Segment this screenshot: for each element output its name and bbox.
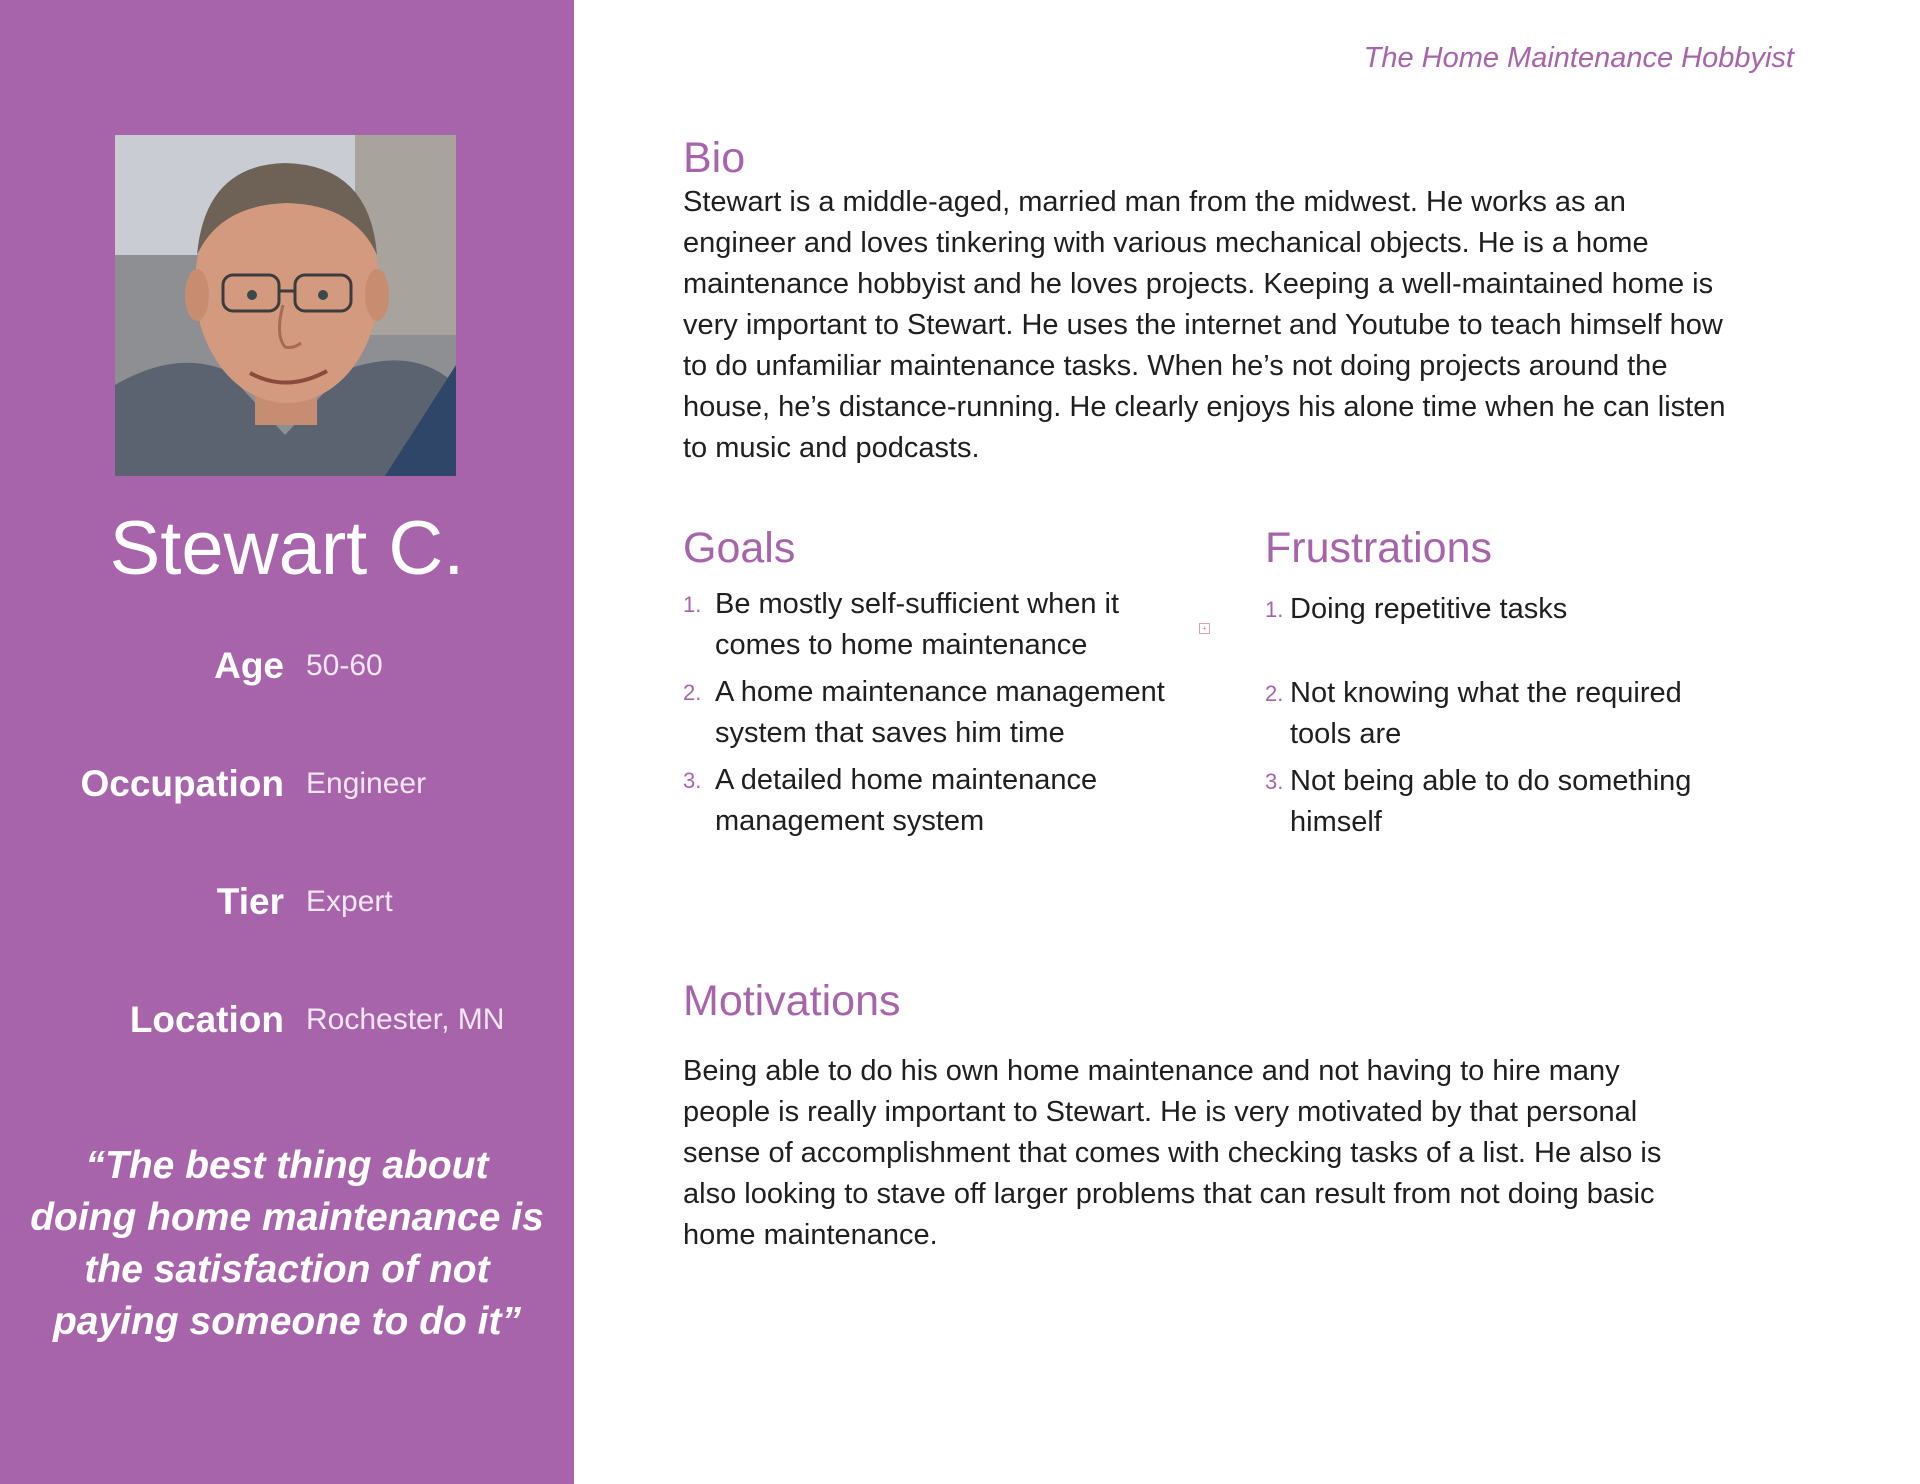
list-item [1265, 589, 1745, 673]
list-number: 1. [683, 592, 702, 617]
motivations-heading: Motivations [683, 977, 901, 1025]
attribute-tier [0, 881, 574, 941]
list-item [683, 760, 1203, 842]
list-number: 1. [1265, 597, 1284, 622]
attribute-occupation [0, 763, 574, 823]
list-item-text: Be mostly self-sufficient when it comes to home maintenance [715, 588, 1120, 661]
list-item-text: A home maintenance management system that saves him time [715, 676, 1165, 749]
persona-quote: “The best thing about doing home maintenance is the satisfaction of not paying someone to do it” [30, 1144, 544, 1343]
list-item-text: Not knowing what the required tools are [1290, 677, 1682, 750]
persona-name: Stewart C. [109, 506, 465, 591]
attribute-value: Expert [306, 885, 393, 918]
attribute-label: Occupation [80, 763, 284, 804]
list-item-text: Not being able to do something himself [1290, 765, 1692, 838]
list-number: 3. [1265, 769, 1284, 794]
goals-list [683, 584, 1203, 842]
frustrations-heading: Frustrations [1265, 524, 1493, 572]
bio-heading: Bio [683, 134, 746, 182]
attribute-label: Age [214, 645, 284, 686]
attribute-label: Tier [216, 881, 284, 922]
list-item [683, 584, 1203, 672]
frustrations-list [1265, 589, 1745, 843]
list-item-text: Doing repetitive tasks [1290, 593, 1568, 625]
list-item [1265, 673, 1745, 761]
attribute-value: Engineer [306, 767, 427, 800]
list-number: 3. [683, 768, 702, 793]
persona-archetype-title: The Home Maintenance Hobbyist [1363, 42, 1794, 74]
persona-sidebar [0, 0, 574, 1484]
anchor-marker-icon: + [1199, 623, 1210, 634]
attribute-value: Rochester, MN [306, 1003, 505, 1036]
list-number: 2. [683, 680, 702, 705]
list-number: 2. [1265, 681, 1284, 706]
attribute-value: 50-60 [306, 649, 383, 682]
bio-text: Stewart is a middle-aged, married man from the midwest. He works as an engineer and loves tinkering with various mechanical objects. He is a home maintenance hobbyist and he loves projects. Keeping a well-maintained home is very important to Stewart. He uses the internet and Youtube to teach himself how to do unfamiliar maintenance tasks. When he’s not doing projects around the house, he’s distance-running. He clearly enjoys his alone time when he can listen to music and podcasts. [683, 186, 1726, 464]
motivations-text: Being able to do his own home maintenance and not having to hire many people is really important to Stewart. He is very motivated by that personal sense of accomplishment that comes with checking tasks of a list. He also is also looking to stave off larger problems that can result from not doing basic home maintenance. [683, 1055, 1662, 1251]
persona-photo [115, 135, 456, 476]
list-item-text: A detailed home maintenance management system [715, 764, 1098, 837]
attribute-age [0, 645, 574, 705]
list-item [683, 672, 1203, 760]
attribute-location [0, 999, 574, 1059]
attribute-label: Location [129, 999, 284, 1040]
goals-heading: Goals [683, 524, 796, 572]
list-item [1265, 761, 1745, 843]
person-portrait-icon [115, 135, 456, 476]
